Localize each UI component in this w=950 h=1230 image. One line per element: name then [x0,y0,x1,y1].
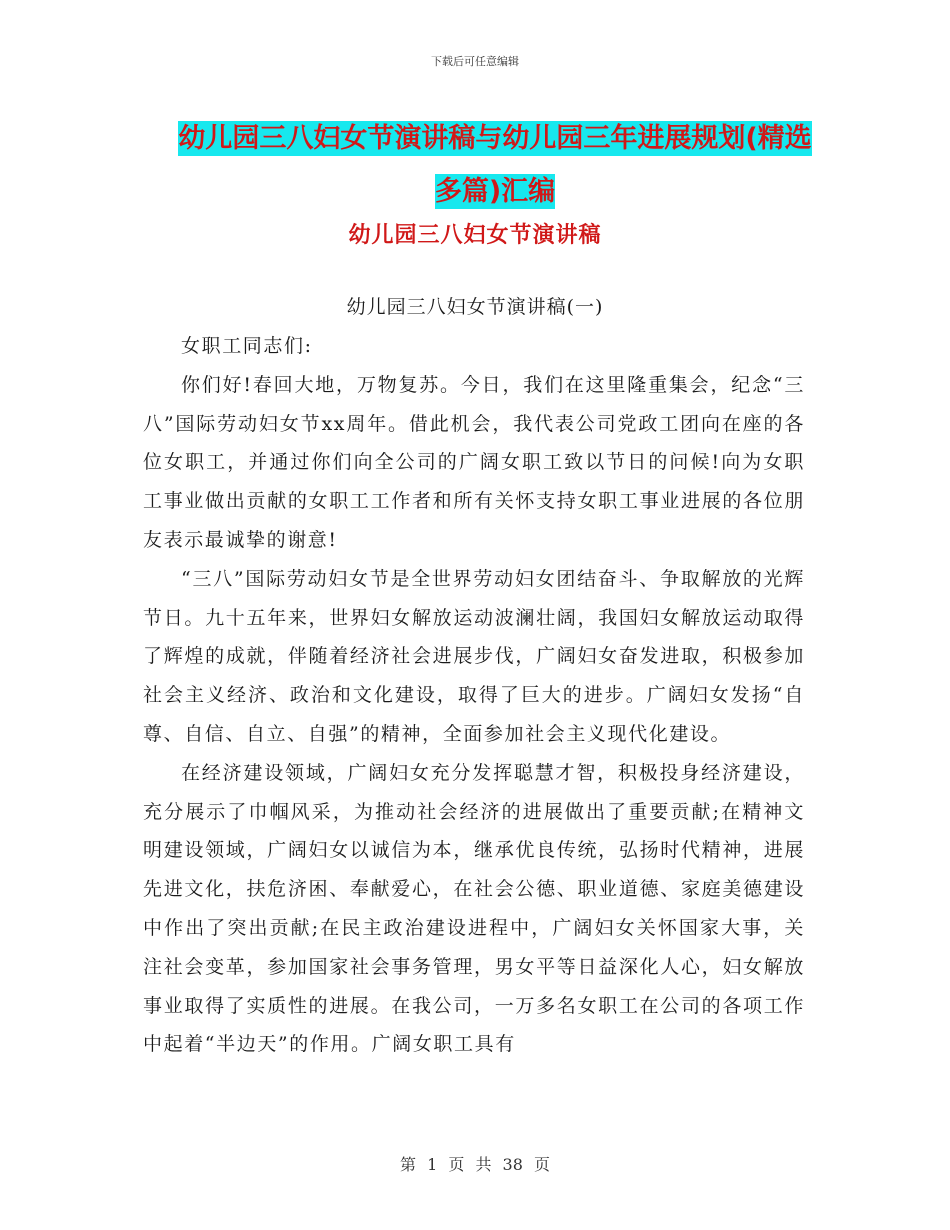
paragraph: “三八”国际劳动妇女节是全世界劳动妇女团结奋斗、争取解放的光辉节日。九十五年来，世界妇女解放运动波澜壮阔，我国妇女解放运动取得了辉煌的成就，伴随着经济社会进展步伐，广阔妇女奋发进取，积极参加社会主义经济、政治和文化建设，取得了巨大的进步。广阔妇女发扬“自尊、自信、自立、自强”的精神，全面参加社会主义现代化建设。 [143,567,805,745]
document-title [175,112,815,218]
document-title-text: 幼儿园三八妇女节演讲稿与幼儿园三年进展规划(精选多篇)汇编 [178,123,812,207]
subheading: 幼儿园三八妇女节演讲稿(一) [346,296,604,318]
paragraph-salutation: 女职工同志们: [181,335,313,357]
paragraph: 你们好!春回大地，万物复苏。今日，我们在这里隆重集会，纪念“三八”国际劳动妇女节xx周年。借此机会，我代表公司党政工团向在座的各位女职工，并通过你们向全公司的广阔女职工致以节日的问候!向为女职工事业做出贡献的女职工工作者和所有关怀支持女职工事业进展的各位朋友表示最诚挚的谢意! [143,373,805,551]
page-header-note: 下载后可任意编辑 [431,55,519,68]
body-text [143,327,805,1064]
section-heading: 幼儿园三八妇女节演讲稿 [348,223,602,248]
page-number-footer: 第 1 页 共 38 页 [400,1155,550,1174]
paragraph: 在经济建设领域，广阔妇女充分发挥聪慧才智，积极投身经济建设，充分展示了巾帼风采，为推动社会经济的进展做出了重要贡献;在精神文明建设领域，广阔妇女以诚信为本，继承优良传统，弘扬时代精神，进展先进文化，扶危济困、奉献爱心，在社会公德、职业道德、家庭美德建设中作出了突出贡献;在民主政治建设进程中，广阔妇女关怀国家大事，关注社会变革，参加国家社会事务管理，男女平等日益深化人心，妇女解放事业取得了实质性的进展。在我公司，一万多名女职工在公司的各项工作中起着“半边天”的作用。广阔女职工具有 [143,761,805,1056]
